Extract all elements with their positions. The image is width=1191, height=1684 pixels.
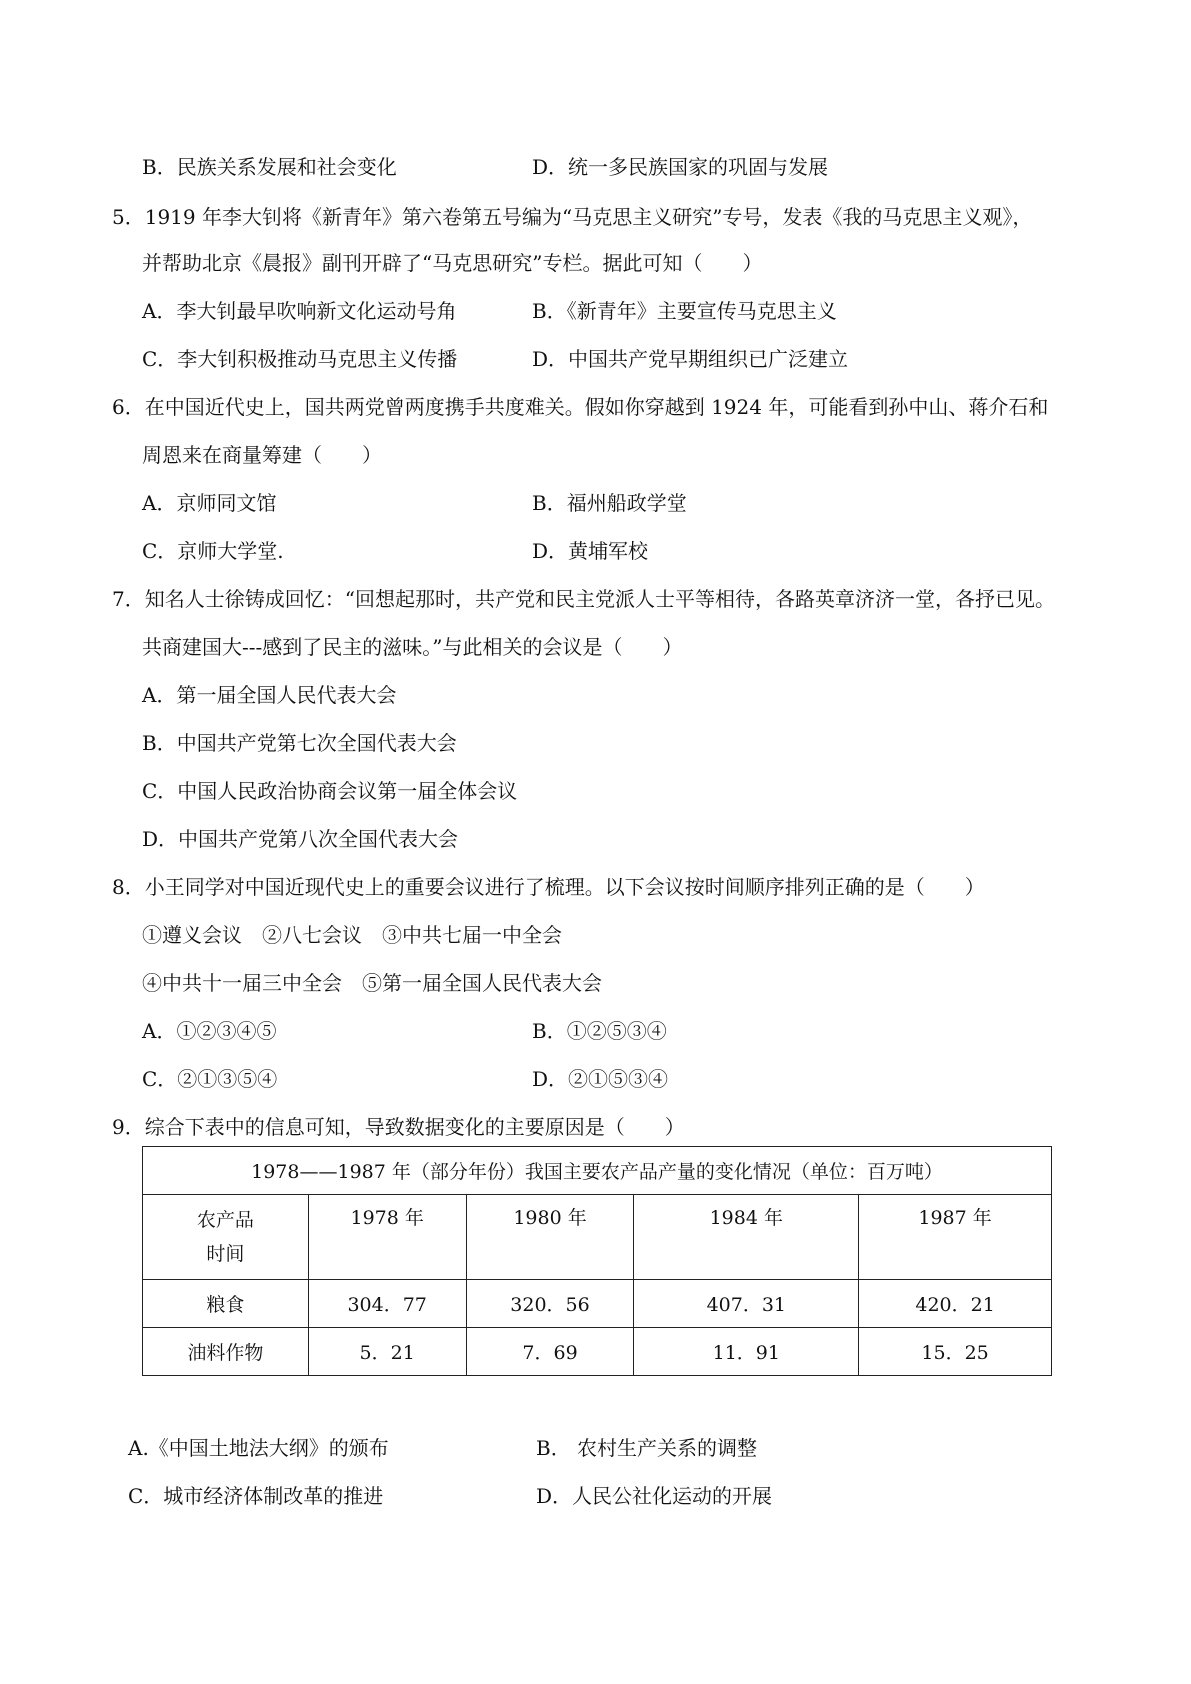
table-row [143,1328,1052,1376]
row-label: 粮食 [143,1280,309,1328]
year-header: 1987 年 [859,1195,1052,1280]
q7-option-b: B．中国共产党第七次全国代表大会 [142,731,457,755]
table-cell: 304．77 [308,1280,466,1328]
q8-option-b: B．①②⑤③④ [532,1019,667,1043]
q8-option-d: D．②①⑤③④ [532,1067,669,1091]
q8-stem: 8．小王同学对中国近现代史上的重要会议进行了梳理。以下会议按时间顺序排列正确的是（ ） [112,875,985,899]
q8-option-c: C．②①③⑤④ [142,1067,278,1091]
q5-option-b: B．《新青年》主要宣传马克思主义 [532,299,837,323]
q4-option-b: B．民族关系发展和社会变化 [142,155,397,179]
q4-option-d: D．统一多民族国家的巩固与发展 [532,155,829,179]
q7-option-a: A．第一届全国人民代表大会 [142,683,397,707]
corner-label-time: 时间 [206,1243,245,1265]
q9-option-b: B． 农村生产关系的调整 [536,1436,758,1460]
q6-stem-line1: 6．在中国近代史上，国共两党曾两度携手共度难关。假如你穿越到 1924 年，可能看到孙中山、蒋介石和 [112,395,1049,419]
table-cell: 7．69 [466,1328,634,1376]
q8-items-line2: ④中共十一届三中全会 ⑤第一届全国人民代表大会 [142,971,602,995]
year-header: 1978 年 [308,1195,466,1280]
table-cell: 5．21 [308,1328,466,1376]
q6-option-a: A．京师同文馆 [142,491,277,515]
q5-stem-line1: 5．1919 年李大钊将《新青年》第六卷第五号编为“马克思主义研究”专号，发表《我的马克思主义观》， [112,205,1033,229]
q5-option-c: C．李大钊积极推动马克思主义传播 [142,347,458,371]
table-cell: 320．56 [466,1280,634,1328]
q5-stem-line2: 并帮助北京《晨报》副刊开辟了“马克思研究”专栏。据此可知（ ） [142,251,763,275]
table-cell: 407．31 [634,1280,859,1328]
production-table [142,1146,1052,1376]
year-header: 1984 年 [634,1195,859,1280]
q9-option-c: C．城市经济体制改革的推进 [128,1484,384,1508]
table-cell: 420．21 [859,1280,1052,1328]
year-header: 1980 年 [466,1195,634,1280]
q6-option-d: D．黄埔军校 [532,539,649,563]
q6-option-c: C．京师大学堂. [142,539,284,563]
q8-option-a: A．①②③④⑤ [142,1019,277,1043]
q7-stem-line2: 共商建国大---感到了民主的滋味。”与此相关的会议是（ ） [142,635,683,659]
q6-stem-line2: 周恩来在商量筹建（ ） [142,443,382,467]
row-label: 油料作物 [143,1328,309,1376]
q5-option-d: D．中国共产党早期组织已广泛建立 [532,347,849,371]
q5-option-a: A．李大钊最早吹响新文化运动号角 [142,299,457,323]
q9-option-d: D．人民公社化运动的开展 [536,1484,773,1508]
q9-stem: 9．综合下表中的信息可知，导致数据变化的主要原因是（ ） [112,1115,685,1139]
q7-option-c: C．中国人民政治协商会议第一届全体会议 [142,779,518,803]
q7-option-d: D．中国共产党第八次全国代表大会 [142,827,459,851]
q6-option-b: B．福州船政学堂 [532,491,687,515]
q9-option-a: A.《中国土地法大纲》的颁布 [128,1436,389,1460]
table-cell: 15．25 [859,1328,1052,1376]
table-row [143,1280,1052,1328]
q8-items-line1: ①遵义会议 ②八七会议 ③中共七届一中全会 [142,923,562,947]
table-title: 1978——1987 年（部分年份）我国主要农产品产量的变化情况（单位：百万吨） [143,1147,1052,1195]
table-corner-cell [143,1195,309,1280]
table-cell: 11．91 [634,1328,859,1376]
q7-stem-line1: 7．知名人士徐铸成回忆：“回想起那时，共产党和民主党派人士平等相待，各路英章济济一堂，各抒已见。 [112,587,1055,611]
corner-label-product: 农产品 [196,1209,254,1231]
